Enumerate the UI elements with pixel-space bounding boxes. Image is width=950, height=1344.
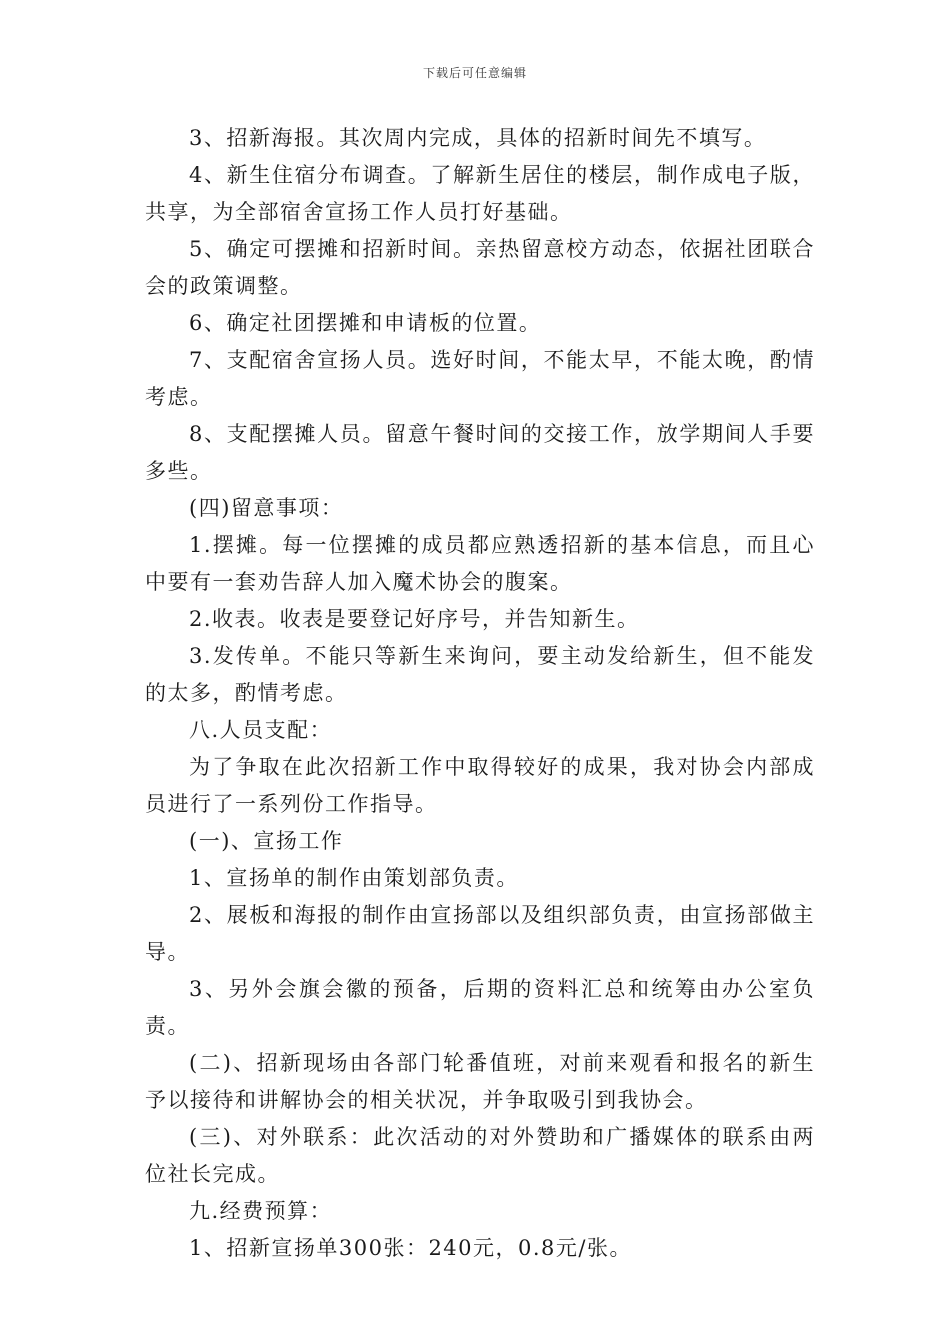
paragraph: 7、支配宿舍宣扬人员。选好时间，不能太早，不能太晚，酌情考虑。 [145, 348, 815, 409]
paragraph: (二)、招新现场由各部门轮番值班，对前来观看和报名的新生予以接待和讲解协会的相关状况，并争取吸引到我协会。 [145, 1051, 815, 1112]
document-body [145, 120, 815, 1267]
section-heading: 九.经费预算： [189, 1199, 333, 1223]
page-header: 下载后可任意编辑 [422, 66, 527, 80]
paragraph: 1、宣扬单的制作由策划部负责。 [189, 866, 519, 890]
section-heading: 八.人员支配： [189, 718, 333, 742]
paragraph: 2.收表。收表是要登记好序号，并告知新生。 [189, 607, 640, 631]
paragraph: 为了争取在此次招新工作中取得较好的成果，我对协会内部成员进行了一系列份工作指导。 [145, 755, 815, 816]
paragraph: 2、展板和海报的制作由宣扬部以及组织部负责，由宣扬部做主导。 [145, 903, 815, 964]
paragraph: (三)、对外联系：此次活动的对外赞助和广播媒体的联系由两位社长完成。 [145, 1125, 815, 1186]
paragraph: 3、另外会旗会徽的预备，后期的资料汇总和统筹由办公室负责。 [145, 977, 815, 1038]
paragraph: 3、招新海报。其次周内完成，具体的招新时间先不填写。 [189, 126, 767, 150]
paragraph: 4、新生住宿分布调查。了解新生居住的楼层，制作成电子版，共享，为全部宿舍宣扬工作人员打好基础。 [145, 163, 815, 224]
paragraph: 6、确定社团摆摊和申请板的位置。 [189, 311, 542, 335]
section-heading: (一)、宣扬工作 [189, 829, 344, 853]
paragraph: 1、招新宣扬单300张：240元，0.8元/张。 [189, 1236, 632, 1260]
paragraph: 1.摆摊。每一位摆摊的成员都应熟透招新的基本信息，而且心中要有一套劝告辞人加入魔术协会的腹案。 [145, 533, 815, 594]
paragraph: 5、确定可摆摊和招新时间。亲热留意校方动态，依据社团联合会的政策调整。 [145, 237, 815, 298]
paragraph: 3.发传单。不能只等新生来询问，要主动发给新生，但不能发的太多，酌情考虑。 [145, 644, 815, 705]
paragraph: 8、支配摆摊人员。留意午餐时间的交接工作，放学期间人手要多些。 [145, 422, 815, 483]
section-heading: (四)留意事项： [189, 496, 344, 520]
